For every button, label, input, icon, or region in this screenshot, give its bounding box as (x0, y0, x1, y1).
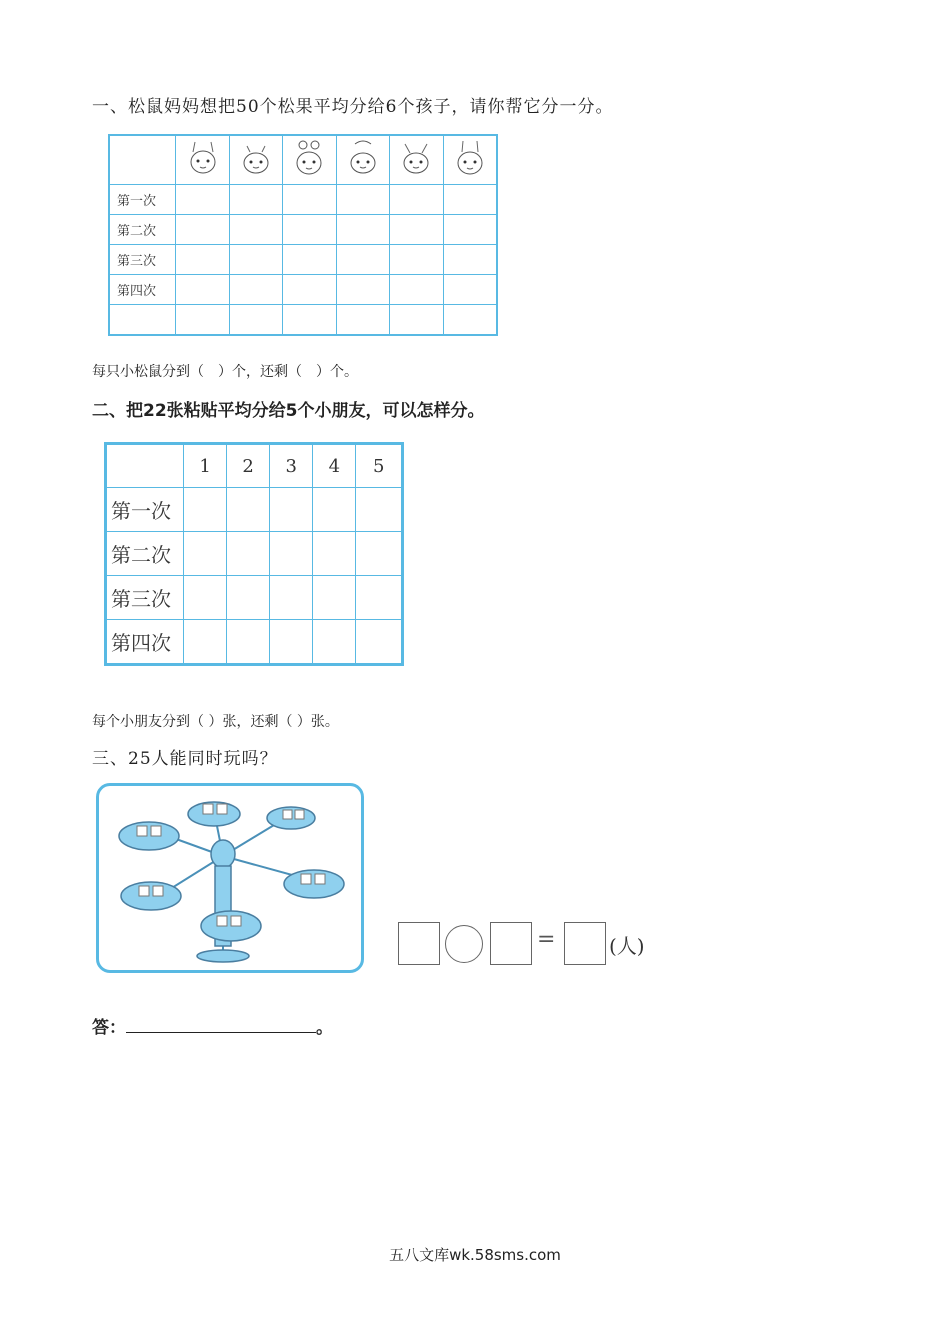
answer-cell[interactable] (227, 488, 270, 532)
answer-cell[interactable] (356, 488, 403, 532)
answer-cell[interactable] (184, 488, 227, 532)
answer-cell[interactable] (270, 576, 313, 620)
answer-label: 答： (92, 1018, 126, 1038)
answer-cell[interactable] (184, 620, 227, 665)
answer-cell[interactable] (336, 305, 389, 336)
row-label: 第二次 (109, 215, 176, 245)
airplane-ride-icon (99, 786, 361, 970)
answer-cell[interactable] (270, 488, 313, 532)
answer-cell[interactable] (356, 532, 403, 576)
answer-cell[interactable] (227, 620, 270, 665)
answer-cell[interactable] (336, 245, 389, 275)
unit-label: (人) (609, 934, 645, 958)
table-row (109, 185, 497, 215)
answer-cell[interactable] (176, 185, 229, 215)
answer-cell[interactable] (229, 215, 282, 245)
squirrel-icon (229, 135, 282, 185)
answer-cell[interactable] (270, 620, 313, 665)
squirrel-icon (283, 135, 336, 185)
question-3-title: 三、25人能同时玩吗？ (92, 749, 278, 769)
header-empty-cell (106, 444, 184, 488)
column-header: 3 (270, 444, 313, 488)
answer-cell[interactable] (184, 532, 227, 576)
answer-cell[interactable] (229, 245, 282, 275)
squirrel-icon (176, 135, 229, 185)
table-row (106, 576, 403, 620)
answer-cell[interactable] (176, 245, 229, 275)
answer-cell[interactable] (313, 576, 356, 620)
operator-circle[interactable] (445, 925, 483, 963)
row-label: 第一次 (106, 488, 184, 532)
table-row (106, 488, 403, 532)
answer-cell[interactable] (390, 185, 443, 215)
answer-cell[interactable] (390, 215, 443, 245)
answer-cell[interactable] (283, 185, 336, 215)
column-header: 4 (313, 444, 356, 488)
row-label (109, 305, 176, 336)
question-1-title: 一、松鼠妈妈想把50个松果平均分给6个孩子，请你帮它分一分。 (92, 97, 614, 117)
answer-cell[interactable] (336, 185, 389, 215)
table-row (109, 245, 497, 275)
answer-cell[interactable] (443, 185, 497, 215)
answer-cell[interactable] (176, 275, 229, 305)
row-label: 第四次 (109, 275, 176, 305)
squirrel-icon (336, 135, 389, 185)
equation-box-result[interactable] (564, 922, 606, 965)
answer-cell[interactable] (443, 245, 497, 275)
squirrel-icon (443, 135, 497, 185)
answer-cell[interactable] (283, 245, 336, 275)
answer-cell[interactable] (176, 215, 229, 245)
answer-cell[interactable] (356, 576, 403, 620)
table-row (109, 215, 497, 245)
squirrel-icon (390, 135, 443, 185)
question-2-title: 二、把22张粘贴平均分给5个小朋友，可以怎样分。 (92, 401, 485, 421)
answer-cell[interactable] (390, 305, 443, 336)
answer-cell[interactable] (227, 532, 270, 576)
table-row (106, 620, 403, 665)
answer-cell[interactable] (336, 215, 389, 245)
answer-cell[interactable] (443, 275, 497, 305)
ride-illustration (96, 783, 364, 973)
answer-cell[interactable] (227, 576, 270, 620)
answer-cell[interactable] (229, 185, 282, 215)
squirrel-table (108, 134, 498, 336)
answer-cell[interactable] (270, 532, 313, 576)
table-row (106, 532, 403, 576)
answer-line (92, 1013, 333, 1038)
row-label: 第二次 (106, 532, 184, 576)
answer-cell[interactable] (356, 620, 403, 665)
equals-sign: = (537, 927, 556, 952)
question-2-answer: 每个小朋友分到（ ）张，还剩（ ）张。 (92, 714, 339, 730)
equation-box-2[interactable] (490, 922, 532, 965)
answer-cell[interactable] (283, 275, 336, 305)
answer-cell[interactable] (336, 275, 389, 305)
table-row (109, 305, 497, 336)
answer-cell[interactable] (313, 532, 356, 576)
answer-cell[interactable] (176, 305, 229, 336)
answer-cell[interactable] (390, 245, 443, 275)
column-header: 5 (356, 444, 403, 488)
question-1-answer: 每只小松鼠分到（ ）个，还剩（ ）个。 (92, 364, 358, 380)
answer-cell[interactable] (390, 275, 443, 305)
answer-end: 。 (316, 1018, 333, 1038)
row-label: 第四次 (106, 620, 184, 665)
row-label: 第三次 (106, 576, 184, 620)
row-label: 第三次 (109, 245, 176, 275)
column-header: 2 (227, 444, 270, 488)
header-empty-cell (109, 135, 176, 185)
sticker-table (104, 442, 404, 666)
answer-cell[interactable] (283, 305, 336, 336)
answer-cell[interactable] (229, 305, 282, 336)
answer-blank[interactable] (126, 1017, 316, 1033)
answer-cell[interactable] (184, 576, 227, 620)
answer-cell[interactable] (313, 488, 356, 532)
equation-box-1[interactable] (398, 922, 440, 965)
answer-cell[interactable] (229, 275, 282, 305)
answer-cell[interactable] (283, 215, 336, 245)
row-label: 第一次 (109, 185, 176, 215)
column-header: 1 (184, 444, 227, 488)
answer-cell[interactable] (443, 305, 497, 336)
answer-cell[interactable] (313, 620, 356, 665)
answer-cell[interactable] (443, 215, 497, 245)
footer-watermark: 五八文库wk.58sms.com (389, 1246, 561, 1264)
table-row (109, 275, 497, 305)
